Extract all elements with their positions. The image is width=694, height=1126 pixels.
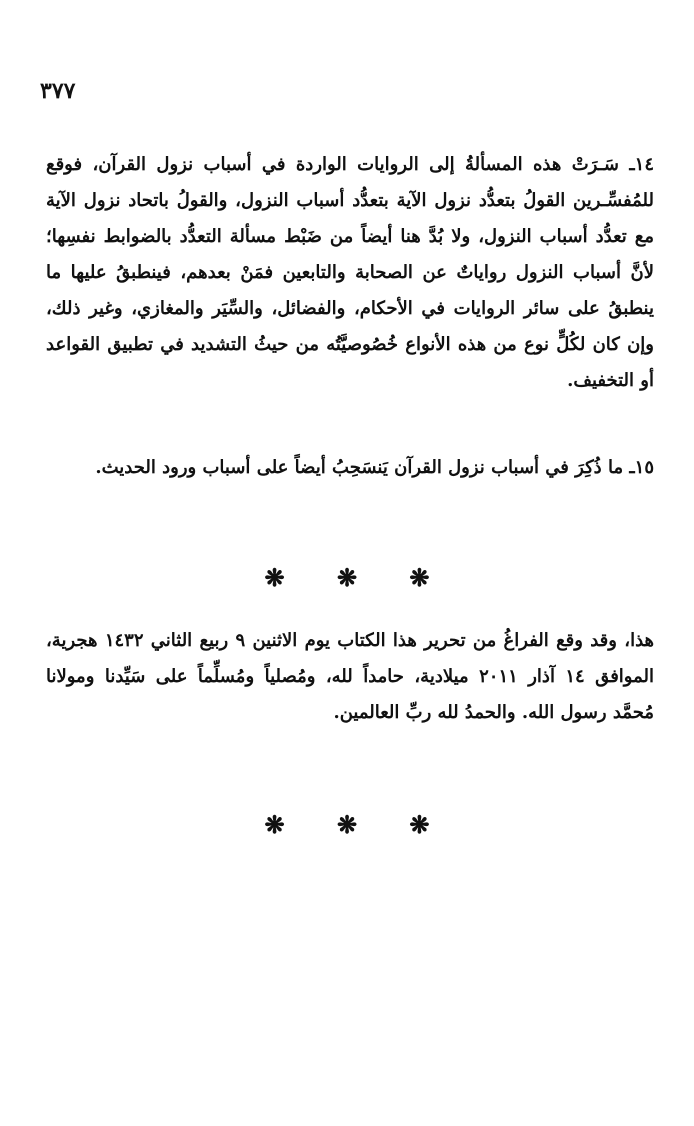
paragraph-text: سَـرَتْ هذه المسألةُ إلى الروايات الواردة في أسباب نزول القرآن، فوقع للمُفسِّـرين القولُ بتعدُّد نزول الآية بتعدُّد أسباب النزول، والقولُ باتحاد نزول الآية مع تعدُّد أسباب النزول، ولا بُدَّ هنا أيضاً من ضَبْط مسألة التعدُّد بالضوابط نفسِها؛ لأنَّ أسباب النزول رواياتٌ عن الصحابة والتابعين فمَنْ بعدهم، فينطبقُ عليها ما ينطبقُ على سائر الروايات في الأحكام، والفضائل، والسِّيَر والمغازي، وغير ذلك، وإن كان لكُلٍّ نوع من هذه الأنواع خُصُوصيَّتُه من حيثُ التشديد في تطبيق القواعد أو التخفيف. bbox=[46, 154, 654, 391]
end-separator bbox=[0, 810, 694, 839]
asterism-mark: ❋ bbox=[336, 810, 358, 839]
page-number: ٣٧٧ bbox=[40, 78, 76, 104]
paragraph-15 bbox=[46, 450, 654, 486]
paragraph-number: ١٤ـ bbox=[629, 154, 654, 175]
paragraph-number: ١٥ـ bbox=[629, 457, 654, 478]
asterism-mark: ❋ bbox=[409, 810, 430, 839]
paragraph-text: ما ذُكِرَ في أسباب نزول القرآن يَنسَحِبُ أيضاً على أسباب ورود الحديث. bbox=[95, 457, 624, 478]
asterism-mark: ❋ bbox=[264, 563, 285, 592]
asterism-mark: ❋ bbox=[409, 563, 430, 592]
asterism-mark: ❋ bbox=[264, 810, 285, 839]
asterism-mark: ❋ bbox=[336, 563, 358, 592]
paragraph-14 bbox=[46, 147, 654, 399]
closing-paragraph bbox=[46, 623, 654, 731]
closing-text: هذا، وقد وقع الفراغُ من تحرير هذا الكتاب يوم الاثنين ٩ ربيع الثاني ١٤٣٢ هجرية، الموافق ١٤ آذار ٢٠١١ ميلادية، حامداً لله، ومُصلياً ومُسلِّماً على سَيِّدنا ومولانا مُحمَّد رسول الله. والحمدُ لله ربِّ العالمين. bbox=[46, 630, 655, 723]
section-separator bbox=[0, 563, 694, 592]
